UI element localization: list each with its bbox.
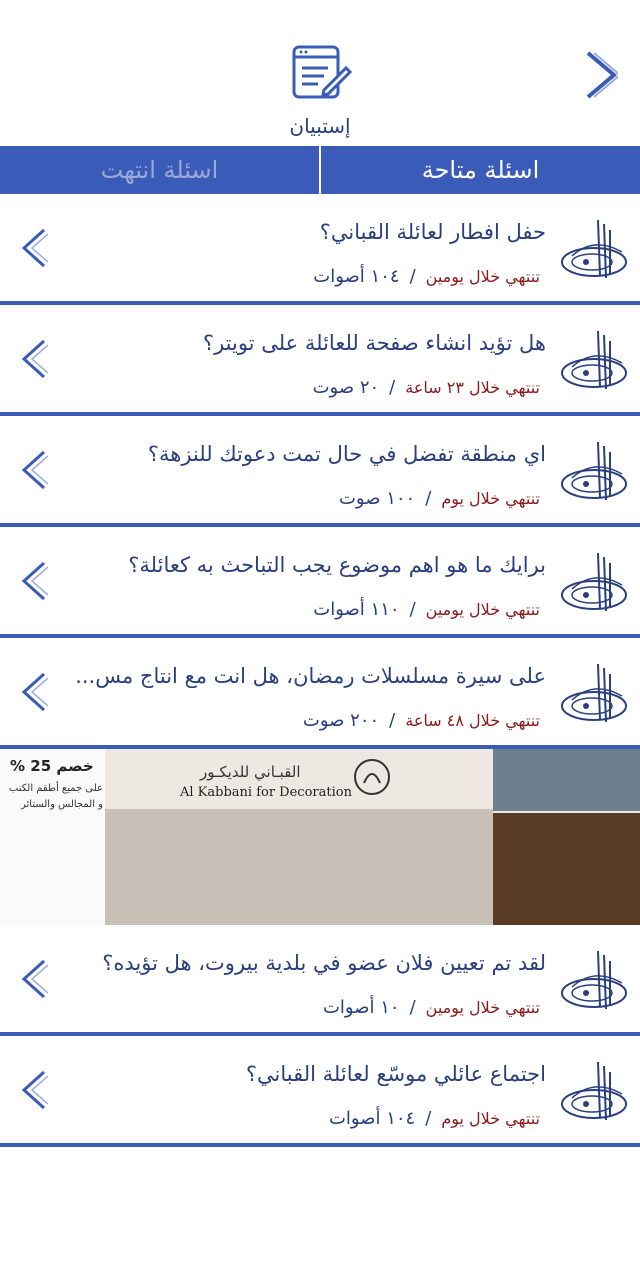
ad-photo-top xyxy=(493,749,640,811)
question-item[interactable] xyxy=(0,1036,640,1147)
question-meta xyxy=(313,266,540,287)
question-item[interactable] xyxy=(0,527,640,638)
question-meta xyxy=(323,997,540,1018)
question-text: لقد تم تعيين فلان عضو في بلدية بيروت، هل تؤيده؟ xyxy=(102,951,546,975)
expiry-text: تنتهي خلال يومين xyxy=(425,600,540,619)
question-text: هل تؤيد انشاء صفحة للعائلة على تويتر؟ xyxy=(202,331,546,355)
question-meta xyxy=(313,377,540,398)
chevron-left-icon[interactable] xyxy=(20,959,48,999)
votes-count: ٢٠ صوت xyxy=(312,377,380,398)
tab-bar xyxy=(0,146,640,194)
meta-separator: / xyxy=(425,488,432,509)
chevron-right-icon[interactable] xyxy=(582,50,618,100)
questions-list xyxy=(0,194,640,1147)
question-text: على سيرة مسلسلات رمضان، هل انت مع انتاج مس... xyxy=(75,664,546,688)
question-item[interactable] xyxy=(0,305,640,416)
votes-count: ١٠٤ أصوات xyxy=(328,1108,416,1129)
family-logo-icon xyxy=(558,947,630,1019)
expiry-text: تنتهي خلال ٢٣ ساعة xyxy=(405,378,540,397)
question-item[interactable] xyxy=(0,416,640,527)
chevron-left-icon[interactable] xyxy=(20,228,48,268)
page-title: إستبيان xyxy=(289,114,351,138)
meta-separator: / xyxy=(409,997,416,1018)
chevron-left-icon[interactable] xyxy=(20,339,48,379)
meta-separator: / xyxy=(409,599,416,620)
ad-brand-english: Al Kabbani for Decoration xyxy=(180,785,352,800)
question-meta xyxy=(313,599,540,620)
chevron-left-icon[interactable] xyxy=(20,450,48,490)
votes-count: ١٠٤ أصوات xyxy=(313,266,400,287)
votes-count: ١١٠ أصوات xyxy=(313,599,400,620)
meta-separator: / xyxy=(389,377,396,398)
family-logo-icon xyxy=(558,327,630,399)
chevron-left-icon[interactable] xyxy=(20,1070,48,1110)
ad-subtext: على جميع أطقم الكنب و المجالس والستائر xyxy=(8,783,103,810)
family-logo-icon xyxy=(558,1058,630,1130)
ad-brand-arabic: القبـاني للديكـور xyxy=(200,763,301,781)
tab-available-questions[interactable]: اسئلة متاحة xyxy=(421,156,540,184)
family-logo-icon xyxy=(558,660,630,732)
expiry-text: تنتهي خلال يوم xyxy=(441,1109,540,1128)
kabbani-emblem-icon xyxy=(352,757,392,797)
question-item[interactable] xyxy=(0,194,640,305)
expiry-text: تنتهي خلال ٤٨ ساعة xyxy=(405,711,540,730)
meta-separator: / xyxy=(425,1108,432,1129)
family-logo-icon xyxy=(558,216,630,288)
ad-banner[interactable] xyxy=(0,749,640,925)
ad-photo-bottom xyxy=(493,813,640,925)
tab-ended-questions[interactable]: اسئلة انتهت xyxy=(0,146,321,194)
meta-separator: / xyxy=(389,710,396,731)
question-item[interactable] xyxy=(0,638,640,749)
ad-promo-panel xyxy=(0,749,105,925)
ad-sofa-photo xyxy=(105,809,493,925)
question-meta xyxy=(339,488,540,509)
question-text: اي منطقة تفضل في حال تمت دعوتك للنزهة؟ xyxy=(147,442,546,466)
votes-count: ١٠ أصوات xyxy=(322,997,400,1018)
expiry-text: تنتهي خلال يوم xyxy=(441,489,540,508)
question-meta xyxy=(303,710,540,731)
question-meta xyxy=(329,1108,540,1129)
votes-count: ١٠٠ صوت xyxy=(338,488,416,509)
app-header xyxy=(0,0,640,146)
question-text: حفل افطار لعائلة القباني؟ xyxy=(319,220,546,244)
ad-discount: خصم 25 % xyxy=(10,757,94,775)
chevron-left-icon[interactable] xyxy=(20,561,48,601)
votes-count: ٢٠٠ صوت xyxy=(302,710,380,731)
expiry-text: تنتهي خلال يومين xyxy=(425,998,540,1017)
question-text: اجتماع عائلي موسّع لعائلة القباني؟ xyxy=(245,1062,546,1086)
survey-edit-icon xyxy=(290,44,352,102)
question-text: برايك ما هو اهم موضوع يجب التباحث به كعائلة؟ xyxy=(128,553,546,577)
meta-separator: / xyxy=(409,266,416,287)
family-logo-icon xyxy=(558,549,630,621)
expiry-text: تنتهي خلال يومين xyxy=(425,267,540,286)
question-item[interactable] xyxy=(0,925,640,1036)
family-logo-icon xyxy=(558,438,630,510)
chevron-left-icon[interactable] xyxy=(20,672,48,712)
